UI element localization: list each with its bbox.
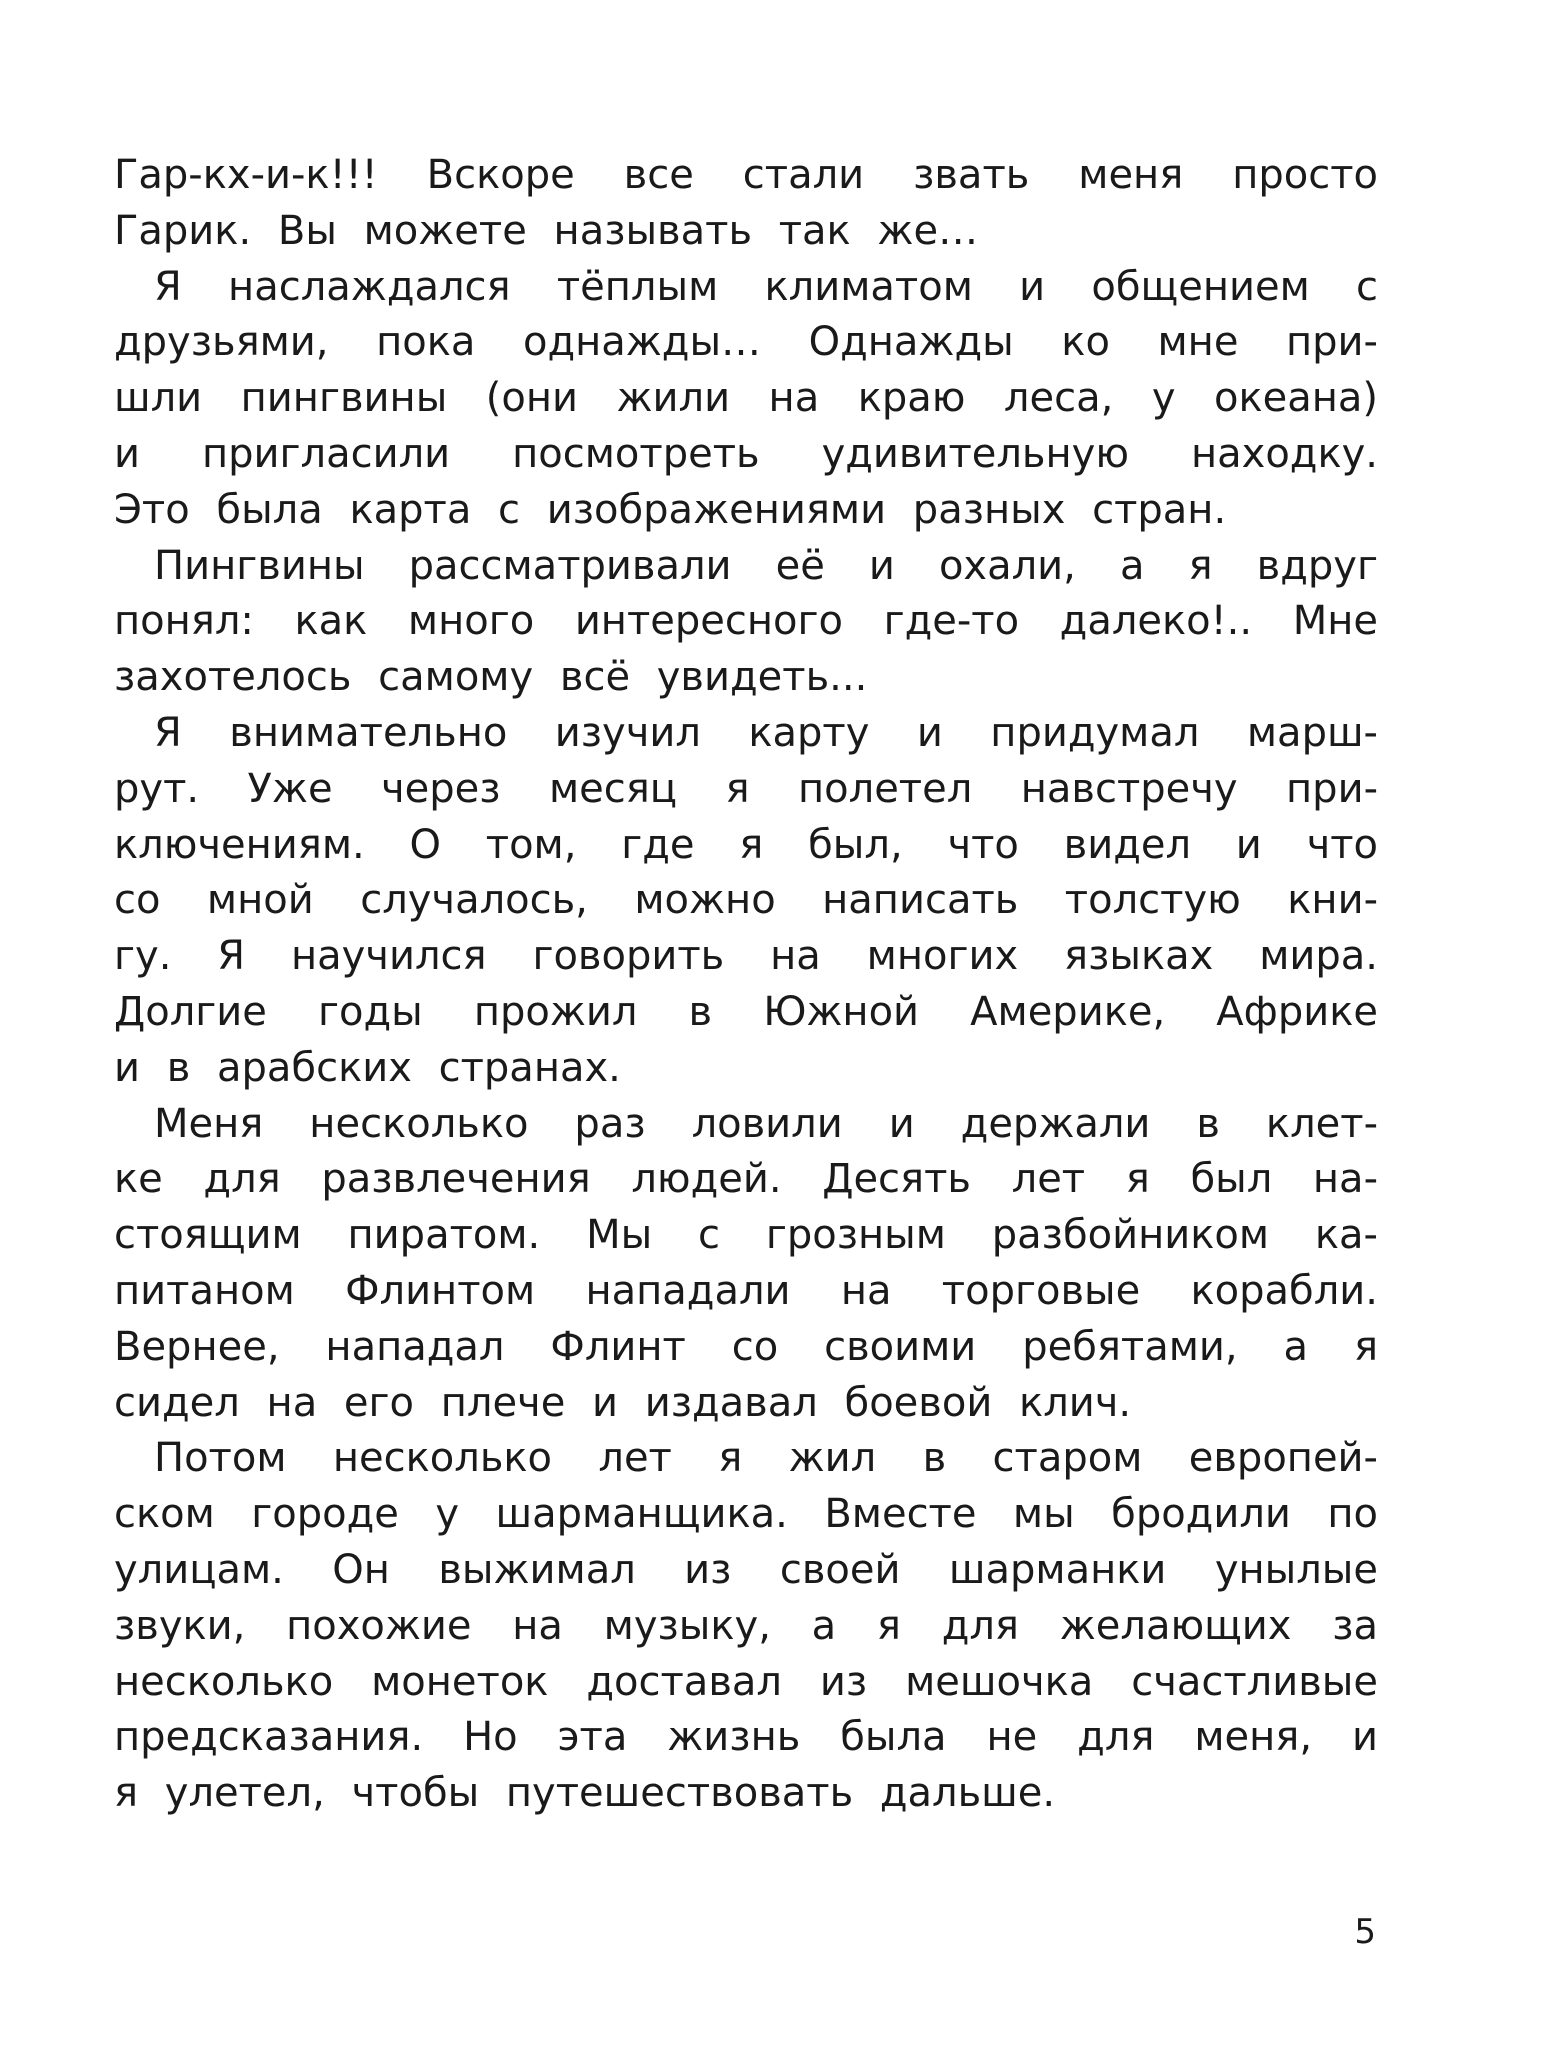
text-line: ключениям. О том, где я был, что видел и что [114, 821, 1378, 868]
text-line: Потом несколько лет я жил в старом европей- [154, 1435, 1378, 1482]
text-line: захотелось самому всё увидеть... [114, 654, 868, 701]
text-line: предсказания. Но эта жизнь была не для меня, и [114, 1714, 1378, 1761]
text-line: шли пингвины (они жили на краю леса, у океана) [114, 375, 1378, 422]
text-line: Я внимательно изучил карту и придумал марш- [154, 709, 1378, 756]
text-line: рут. Уже через месяц я полетел навстречу при- [114, 765, 1378, 812]
text-line: Меня несколько раз ловили и держали в клет- [154, 1100, 1378, 1147]
paragraph [114, 1431, 1378, 1822]
text-line: ке для развлечения людей. Десять лет я был на- [114, 1156, 1378, 1203]
paragraph [114, 1097, 1378, 1432]
paragraph [114, 260, 1378, 539]
text-line: Это была карта с изображениями разных стран. [114, 486, 1227, 533]
paragraph [114, 539, 1378, 706]
page-number: 5 [1354, 1912, 1376, 1952]
text-line: гу. Я научился говорить на многих языках мира. [114, 933, 1378, 980]
text-line: и пригласили посмотреть удивительную находку. [114, 430, 1378, 477]
text-line: звуки, похожие на музыку, а я для желающих за [114, 1602, 1378, 1649]
text-line: питаном Флинтом нападали на торговые корабли. [114, 1267, 1378, 1314]
paragraph [114, 706, 1378, 1097]
paragraph [114, 148, 1378, 260]
body-text [114, 148, 1378, 1822]
text-line: стоящим пиратом. Мы с грозным разбойником ка- [114, 1212, 1378, 1259]
text-line: несколько монеток доставал из мешочка счастливые [114, 1658, 1378, 1705]
text-line: сидел на его плече и издавал боевой клич. [114, 1379, 1132, 1426]
text-line: со мной случалось, можно написать толстую кни- [114, 877, 1378, 924]
text-line: Пингвины рассматривали её и охали, а я вдруг [154, 542, 1378, 589]
text-line: Долгие годы прожил в Южной Америке, Африке [114, 988, 1378, 1035]
text-line: я улетел, чтобы путешествовать дальше. [114, 1770, 1056, 1817]
text-line: Вернее, нападал Флинт со своими ребятами, а я [114, 1323, 1378, 1370]
text-line: и в арабских странах. [114, 1044, 621, 1091]
text-line: Гар-кх-и-к!!! Вскоре все стали звать меня просто [114, 152, 1378, 198]
text-line: улицам. Он выжимал из своей шарманки унылые [114, 1546, 1378, 1593]
text-line: Я наслаждался тёплым климатом и общением с [154, 263, 1378, 310]
text-line: друзьями, пока однажды… Однажды ко мне при- [114, 319, 1378, 366]
text-line: понял: как много интересного где-то далеко!.. Мне [114, 598, 1378, 645]
text-line: Гарик. Вы можете называть так же… [114, 207, 979, 254]
text-line: ском городе у шарманщика. Вместе мы бродили по [114, 1491, 1378, 1538]
